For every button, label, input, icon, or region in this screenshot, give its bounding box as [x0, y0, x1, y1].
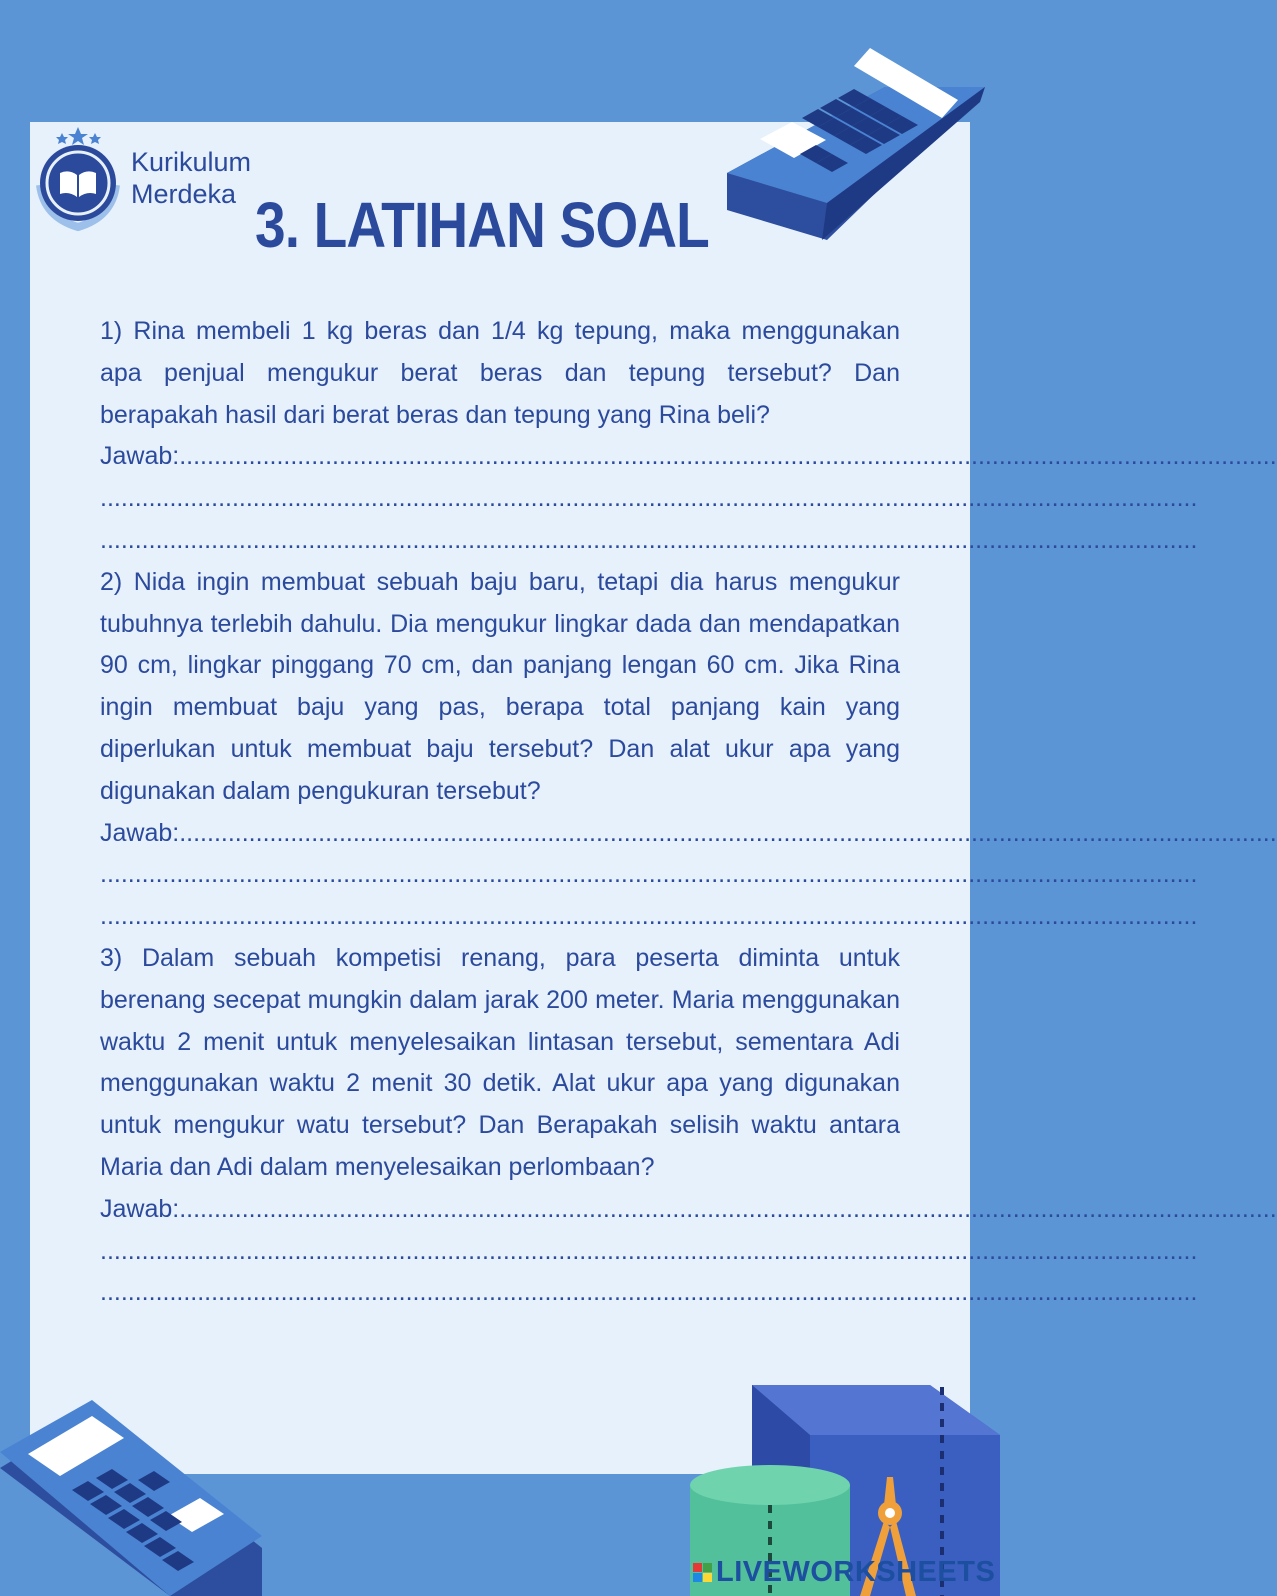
dotted-line: ..............................................................................................................................................................: [100, 1278, 1198, 1307]
brand-line-1: Kurikulum: [131, 147, 252, 177]
dotted-line: ..............................................................................................................................................................: [100, 902, 1198, 931]
question-3-text: 3) Dalam sebuah kompetisi renang, para peserta diminta untuk berenang secepat mungkin dalam jarak 200 meter. Maria menggunakan waktu 2 menit untuk menyelesaikan lintasan tersebut, sementara Adi menggunakan waktu 2 menit 30 detik. Alat ukur apa yang digunakan untuk mengukur watu tersebut? Dan Berapakah selisih waktu antara Maria dan Adi dalam menyelesaikan perlombaan?: [100, 943, 900, 1181]
kurikulum-merdeka-logo: [30, 125, 140, 235]
answer-line[interactable]: [100, 1231, 1198, 1273]
watermark-text: LIVEWORKSHEETS: [716, 1556, 996, 1588]
answer-line[interactable]: [100, 854, 1198, 896]
dotted-line: ..............................................................................................................................................................: [179, 818, 1277, 847]
brand-name: [131, 146, 251, 210]
question-1-text: 1) Rina membeli 1 kg beras dan 1/4 kg tepung, maka menggunakan apa penjual mengukur berat beras dan tepung tersebut? Dan berapakah hasil dari berat beras dan tepung yang Rina beli?: [100, 317, 900, 429]
dotted-line: ..............................................................................................................................................................: [100, 525, 1198, 554]
answer-line[interactable]: [100, 896, 1198, 938]
calculator-bottom-left: [0, 1408, 270, 1596]
liveworksheets-watermark: [693, 1556, 995, 1589]
question-list: [100, 311, 1277, 1314]
page-title: 3. LATIHAN SOAL: [255, 189, 709, 261]
answer-label: Jawab:: [100, 442, 180, 471]
dotted-line: ..............................................................................................................................................................: [179, 1194, 1277, 1223]
answer-line[interactable]: [100, 436, 1277, 478]
answer-line[interactable]: [100, 1189, 1277, 1231]
answer-line[interactable]: [100, 813, 1277, 855]
answer-label: Jawab:: [100, 818, 180, 847]
answer-line[interactable]: [100, 1272, 1198, 1314]
answer-label: Jawab:: [100, 1194, 180, 1223]
dotted-line: ..............................................................................................................................................................: [100, 484, 1198, 513]
liveworksheets-badge-icon: [693, 1563, 712, 1582]
dotted-line: ..............................................................................................................................................................: [100, 1236, 1198, 1265]
dotted-line: ..............................................................................................................................................................: [179, 442, 1277, 471]
dotted-line: ..............................................................................................................................................................: [100, 860, 1198, 889]
answer-line[interactable]: [100, 478, 1198, 520]
brand-line-2: Merdeka: [131, 179, 237, 209]
answer-line[interactable]: [100, 520, 1198, 562]
calculator-top-right: [720, 40, 1000, 250]
question-2-text: 2) Nida ingin membuat sebuah baju baru, tetapi dia harus mengukur tubuhnya terlebih dahulu. Dia mengukur lingkar dada dan mendapatkan 90 cm, lingkar pinggang 70 cm, dan panjang lengan 60 cm. Jika Rina ingin membuat baju yang pas, berapa total panjang kain yang diperlukan untuk membuat baju tersebut? Dan alat ukur apa yang digunakan dalam pengukuran tersebut?: [100, 567, 900, 805]
